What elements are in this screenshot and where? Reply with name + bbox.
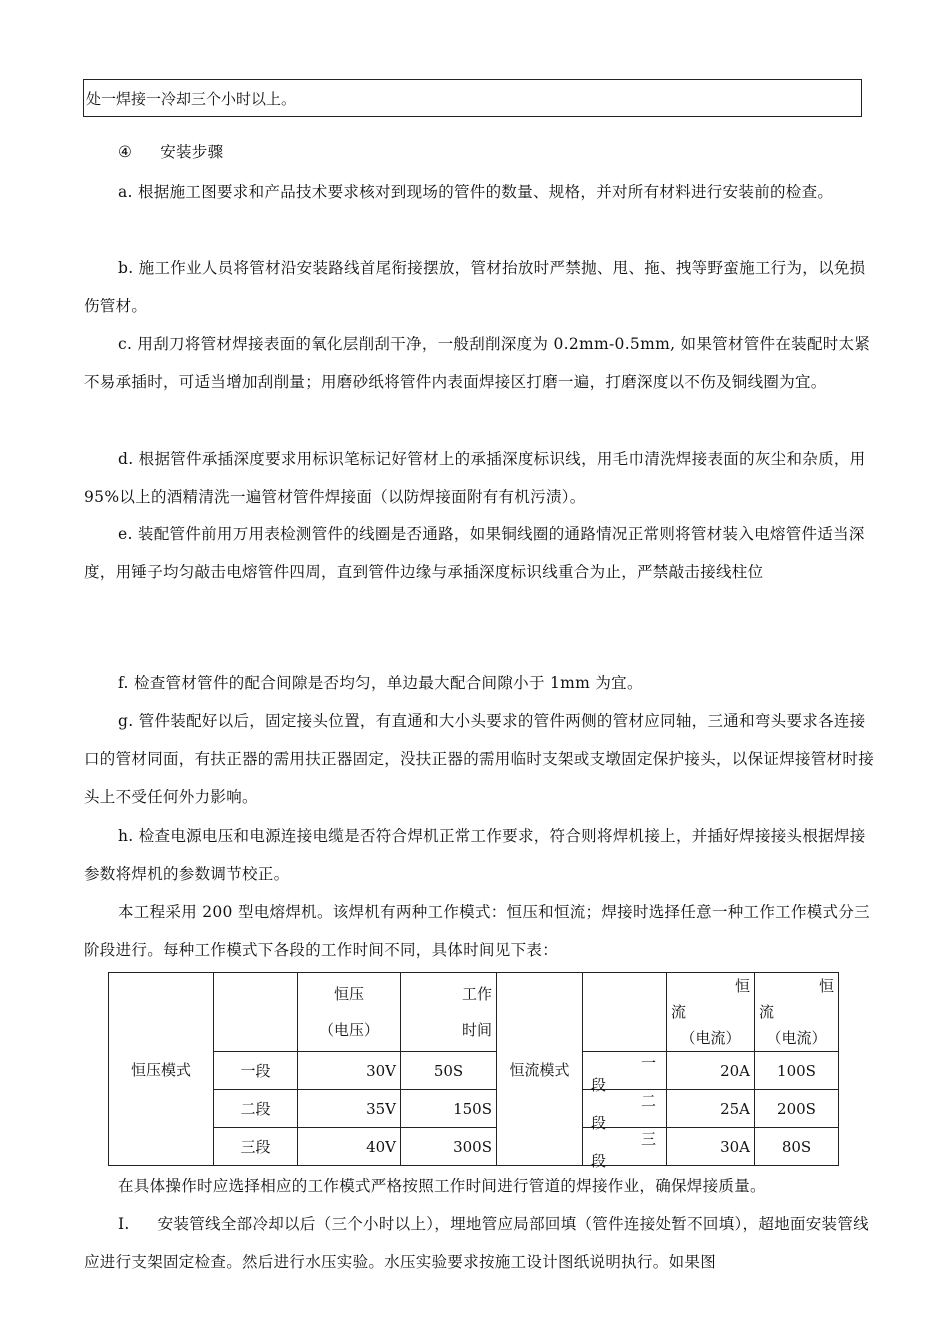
- header-current-a-line3: （电流）: [680, 1029, 741, 1047]
- last-paragraph-marker: I.: [118, 1215, 130, 1233]
- mode-constant-current: 恒流模式: [497, 973, 583, 1166]
- table-row: [109, 1090, 839, 1128]
- empty-header-cell: [214, 973, 298, 1052]
- stage-label: 二段: [214, 1090, 298, 1128]
- table-row: [109, 1128, 839, 1166]
- header-current-b-line2: 流: [759, 1003, 775, 1021]
- time-value-b: 200S: [755, 1090, 839, 1128]
- header-time-line1: 工作: [461, 985, 492, 1003]
- header-current-b-line3: （电流）: [766, 1029, 827, 1047]
- intro-paragraph: 本工程采用 200 型电熔焊机。该焊机有两种工作模式：恒压和恒流；焊接时选择任意一种工作工作模式分三阶段进行。每种工作模式下各段的工作时间不同，具体时间见下表：: [84, 903, 870, 959]
- voltage-value: 30V: [298, 1052, 401, 1090]
- stage-b-suffix: 段: [591, 1151, 607, 1170]
- time-value-a: 50S: [401, 1052, 497, 1090]
- section-marker: ④: [118, 143, 133, 161]
- section-title: 安装步骤: [160, 143, 224, 161]
- voltage-value: 40V: [298, 1128, 401, 1166]
- stage-label-b: [583, 1052, 667, 1094]
- mode-constant-voltage: 恒压模式: [109, 973, 214, 1166]
- header-voltage-line2: （电压）: [318, 1021, 379, 1039]
- section-heading: [118, 133, 908, 171]
- header-voltage: [298, 973, 401, 1052]
- header-voltage-line1: 恒压: [333, 985, 364, 1003]
- header-current-a: [667, 973, 755, 1052]
- step-a: a. 根据施工图要求和产品技术要求核对到现场的管件的数量、规格，并对所有材料进行安装前的检查。: [118, 183, 834, 201]
- stage-label: 一段: [214, 1052, 298, 1090]
- current-value: 20A: [667, 1052, 755, 1090]
- stage-b-num: 三: [640, 1129, 656, 1148]
- last-paragraph-text: 安装管线全部冷却以后（三个小时以上），埋地管应局部回填（管件连接处暂不回填），超地面安装管线应进行支架固定检查。然后进行水压实验。水压实验要求按施工设计图纸说明执行。如果图: [84, 1215, 869, 1271]
- time-value-b: 80S: [755, 1128, 839, 1166]
- step-f: f. 检查管材管件的配合间隙是否均匀，单边最大配合间隙小于 1mm 为宜。: [118, 674, 643, 692]
- after-table-paragraph: 在具体操作时应选择相应的工作模式严格按照工作时间进行管道的焊接作业，确保焊接质量。: [118, 1177, 766, 1195]
- time-value-b: 100S: [755, 1052, 839, 1090]
- welding-parameter-table: [108, 972, 839, 1170]
- empty-header-cell: [583, 973, 667, 1052]
- time-value-a: 150S: [401, 1090, 497, 1128]
- stage-label-b: [583, 1128, 667, 1170]
- stage-b-suffix: 段: [591, 1075, 607, 1094]
- stage-label: 三段: [214, 1128, 298, 1166]
- header-current-b-line1: 恒: [818, 977, 834, 995]
- step-c: c. 用刮刀将管材焊接表面的氧化层削刮干净，一般刮削深度为 0.2mm-0.5mm, 如果管材管件在装配时太紧不易承插时，可适当增加刮削量；用磨砂纸将管件内表面焊接区打磨一遍，打磨深度以不伤及铜线圈为宜。: [84, 335, 871, 391]
- header-current-b: [755, 973, 839, 1052]
- current-value: 25A: [667, 1090, 755, 1128]
- time-value-a: 300S: [401, 1128, 497, 1166]
- step-g: g. 管件装配好以后，固定接头位置，有直通和大小头要求的管件两侧的管材应同轴，三通和弯头要求各连接口的管材同面，有扶正器的需用扶正器固定，没扶正器的需用临时支架或支墩固定保护接头，以保证焊接管材时接头上不受任何外力影响。: [84, 712, 875, 806]
- last-paragraph: [84, 1205, 874, 1281]
- header-current-a-line1: 恒: [734, 977, 750, 995]
- header-time-line2: 时间: [461, 1021, 492, 1039]
- stage-b-num: 一: [640, 1053, 656, 1072]
- stage-b-suffix: 段: [591, 1113, 607, 1132]
- header-time: [401, 973, 497, 1052]
- table-row: [109, 1052, 839, 1090]
- table-header-row: [109, 973, 839, 1052]
- current-value: 30A: [667, 1128, 755, 1166]
- step-e: e. 装配管件前用万用表检测管件的线圈是否通路，如果铜线圈的通路情况正常则将管材装入电熔管件适当深度，用锤子均匀敲击电熔管件四周，直到管件边缘与承插深度标识线重合为止，严禁敲击接线柱位: [84, 525, 865, 581]
- header-current-a-line2: 流: [671, 1003, 687, 1021]
- step-d: d. 根据管件承插深度要求用标识笔标记好管材上的承插深度标识线，用毛巾清洗焊接表面的灰尘和杂质，用 95%以上的酒精清洗一遍管材管件焊接面（以防焊接面附有有机污渍）。: [84, 450, 866, 506]
- boxed-continuation-text: 处一焊接一冷却三个小时以上。: [83, 79, 862, 117]
- step-b: b. 施工作业人员将管材沿安装路线首尾衔接摆放，管材抬放时严禁抛、甩、拖、拽等野蛮施工行为，以免损伤管材。: [84, 259, 866, 315]
- step-h: h. 检查电源电压和电源连接电缆是否符合焊机正常工作要求，符合则将焊机接上，并插好焊接接头根据焊接参数将焊机的参数调节校正。: [84, 827, 866, 883]
- stage-b-num: 二: [640, 1091, 656, 1110]
- voltage-value: 35V: [298, 1090, 401, 1128]
- stage-label-b: [583, 1090, 667, 1132]
